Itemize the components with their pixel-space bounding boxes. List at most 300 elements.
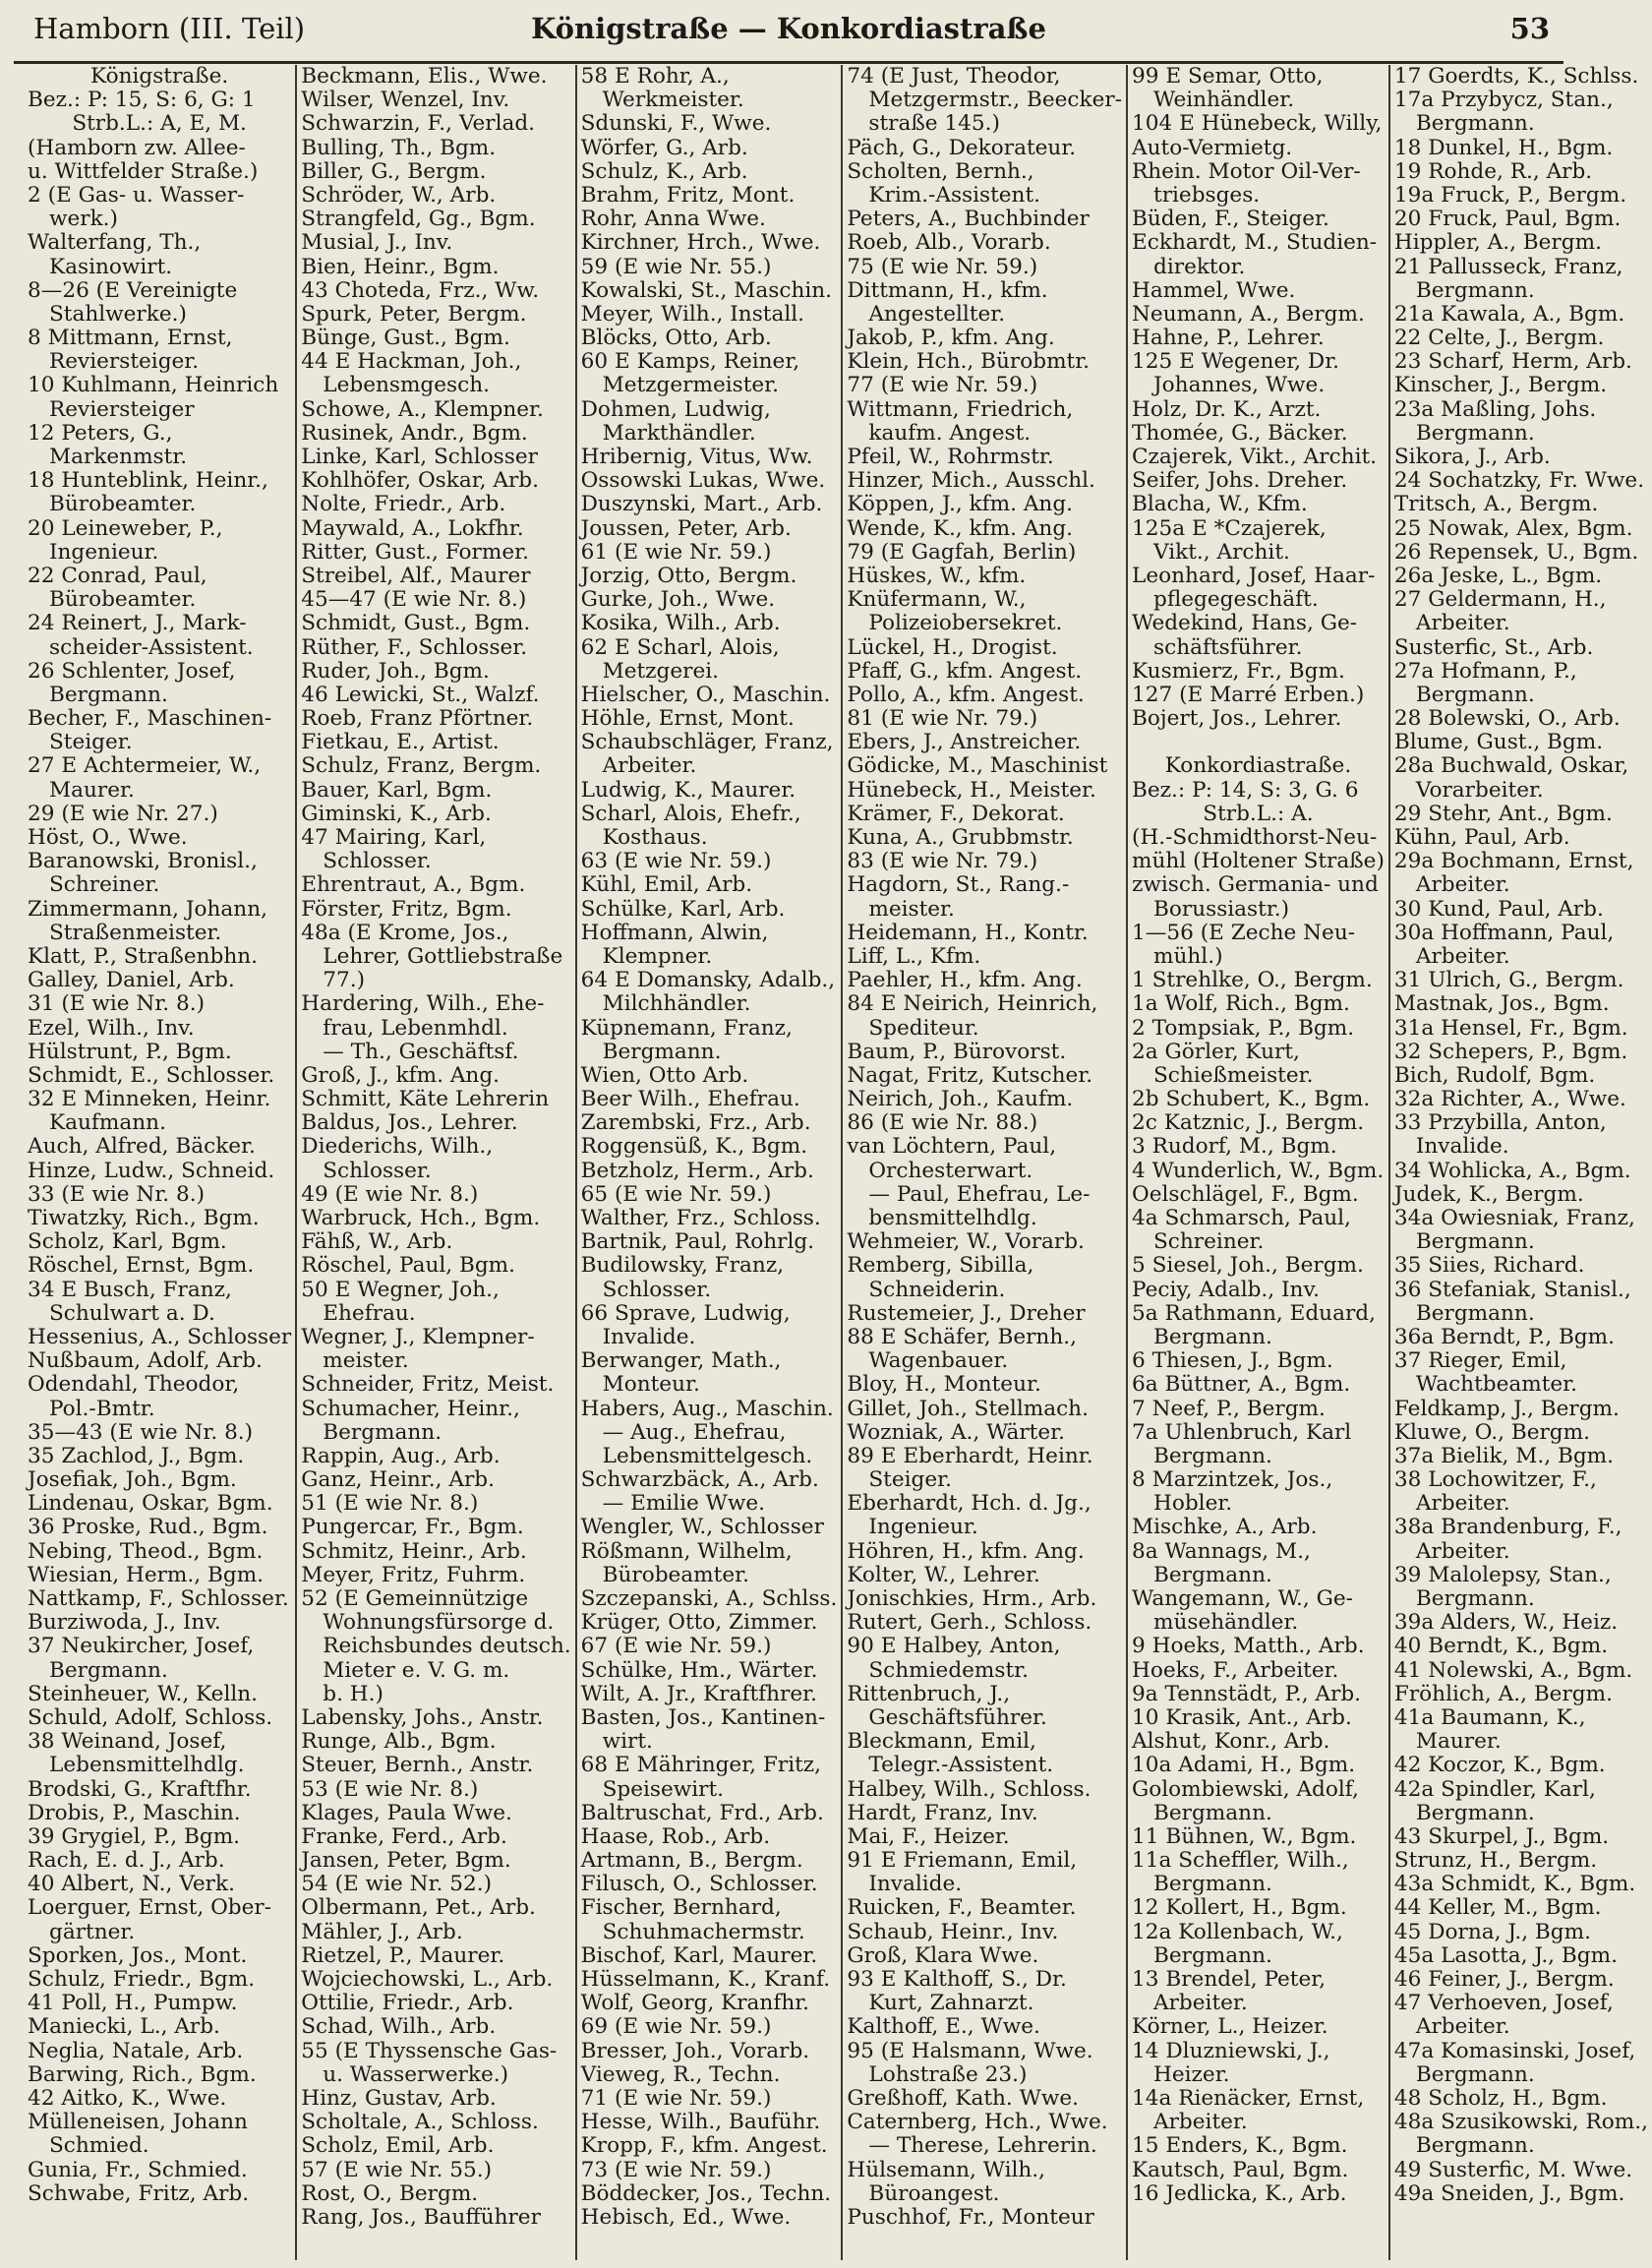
directory-entry-line: 32 Schepers, P., Bgm.	[1393, 1039, 1628, 1064]
directory-entry-line: 28 Bolewski, O., Arb.	[1393, 706, 1621, 732]
directory-entry-line: Betzholz, Herm., Arb.	[580, 1158, 814, 1183]
directory-entry-line: Nebing, Theod., Bgm.	[28, 1538, 264, 1564]
directory-entry-line: Mai, F., Heizer.	[847, 1823, 1010, 1849]
directory-entry-line: Spurk, Peter, Bergm.	[301, 301, 527, 327]
directory-entry-line: 90 E Halbey, Anton,	[847, 1634, 1061, 1659]
directory-entry-line: 38 Weinand, Josef,	[28, 1729, 227, 1755]
directory-entry-line: Ingenieur.	[49, 539, 159, 565]
directory-entry-line: müsehändler.	[1153, 1610, 1299, 1636]
directory-entry-line: 26a Jeske, L., Bgm.	[1393, 563, 1603, 588]
directory-entry-line: Kalthoff, E., Wwe.	[847, 2014, 1040, 2040]
directory-entry-line: Schulz, Friedr., Bgm.	[28, 1967, 256, 1992]
directory-entry-line: Bergmann.	[1415, 2061, 1535, 2087]
directory-entry-line: Barwing, Rich., Bgm.	[28, 2061, 257, 2087]
directory-entry-line: Kowalski, St., Maschin.	[580, 277, 833, 303]
directory-entry-line: Hardering, Wilh., Ehe-	[301, 991, 545, 1017]
directory-entry-line: Scholtale, A., Schloss.	[301, 2110, 539, 2135]
directory-entry-line: Eckhardt, M., Studien-	[1132, 230, 1378, 256]
directory-entry-line: Rach, E. d. J., Arb.	[28, 1848, 225, 1874]
directory-entry-line: 36 Stefaniak, Stanisl.,	[1393, 1277, 1631, 1302]
directory-entry-line: Streibel, Alf., Maurer	[301, 563, 531, 588]
directory-entry-line: Bergmann.	[1415, 1300, 1535, 1326]
directory-entry-line: 125a E *Czajerek,	[1132, 515, 1327, 541]
directory-entry-line: Judek, K., Bergm.	[1393, 1181, 1584, 1207]
column-4	[841, 65, 1126, 2260]
directory-entry-line: Bergmann.	[1415, 1229, 1535, 1255]
directory-entry-line: Scholz, Emil, Arb.	[301, 2133, 495, 2159]
directory-entry-line: 30 Kund, Paul, Arb.	[1393, 896, 1604, 922]
directory-entry-line: Körner, L., Heizer.	[1132, 2014, 1328, 2040]
directory-entry-line: 23 Scharf, Herm, Arb.	[1393, 349, 1632, 375]
directory-entry-line: Hinz, Gustav, Arb.	[301, 2085, 497, 2111]
directory-entry-line: Krim.-Assistent.	[868, 182, 1041, 208]
directory-entry-line: Maywald, A., Lokfhr.	[301, 515, 524, 541]
directory-entry-line: 40 Albert, N., Verk.	[28, 1872, 235, 1897]
directory-entry-line: Kaufmann.	[49, 1110, 166, 1136]
directory-entry-line: 51 (E wie Nr. 8.)	[301, 1491, 479, 1517]
directory-entry-line: Schuhmachermstr.	[602, 1919, 805, 1944]
directory-entry-line: Jakob, P., kfm. Ang.	[847, 326, 1055, 351]
directory-entry-line: Arbeiter.	[1415, 872, 1510, 898]
directory-entry-line: 89 E Eberhardt, Heinr.	[847, 1443, 1093, 1468]
directory-entry-line: Beckmann, Elis., Wwe.	[301, 64, 548, 89]
directory-entry-line: Ruicken, F., Beamter.	[847, 1895, 1077, 1921]
directory-entry-line: Berwanger, Math.,	[580, 1348, 782, 1374]
directory-entry-line: Kühn, Paul, Arb.	[1393, 825, 1570, 850]
directory-entry-line: Warbruck, Hch., Bgm.	[301, 1206, 541, 1230]
directory-entry-line: — Th., Geschäftsf.	[323, 1039, 519, 1064]
directory-entry-line: Höhren, H., kfm. Ang.	[847, 1538, 1085, 1564]
directory-entry-line: Arbeiter.	[1415, 2014, 1510, 2040]
directory-entry-line: 19a Fruck, P., Bergm.	[1393, 182, 1627, 208]
directory-entry-line: Haase, Rob., Arb.	[580, 1823, 771, 1849]
directory-entry-line: Mieter e. V. G. m.	[323, 1657, 510, 1683]
directory-entry-line: Biller, G., Bergm.	[301, 158, 487, 184]
directory-entry-line: Hielscher, O., Maschin.	[580, 682, 831, 707]
directory-entry-line: Schlosser.	[323, 1158, 432, 1183]
directory-entry-line: Artmann, B., Bergm.	[580, 1848, 803, 1874]
directory-entry-line: Greßhoff, Kath. Wwe.	[847, 2085, 1079, 2111]
directory-entry-line: Rittenbruch, J.,	[847, 1681, 1011, 1706]
directory-entry-line: Ezel, Wilh., Inv.	[28, 1015, 195, 1041]
directory-entry-line: Auch, Alfred, Bäcker.	[28, 1134, 256, 1160]
directory-entry-line: Hippler, A., Bergm.	[1393, 230, 1602, 256]
street-heading: Königstraße.	[90, 64, 229, 89]
directory-entry-line: 17a Przybycz, Stan.,	[1393, 88, 1614, 113]
street-heading: Strb.L.: A, E, M.	[72, 111, 247, 137]
directory-entry-line: Milchhändler.	[602, 991, 751, 1017]
directory-entry-line: Invalide.	[1415, 1134, 1509, 1160]
directory-entry-line: 127 (E Marré Erben.)	[1132, 682, 1365, 707]
directory-entry-line: 27 E Achtermeier, W.,	[28, 753, 262, 779]
directory-entry-line: Dittmann, H., kfm.	[847, 277, 1048, 303]
directory-entry-line: 47a Komasinski, Josef,	[1393, 2038, 1636, 2063]
directory-entry-line: Bergmann.	[1153, 1872, 1272, 1897]
directory-entry-line: Kurt, Zahnarzt.	[868, 1991, 1034, 2016]
directory-entry-line: Pungercar, Fr., Bgm.	[301, 1515, 524, 1540]
directory-entry-line: Kluwe, O., Bergm.	[1393, 1419, 1590, 1445]
directory-entry-line: 11a Scheffler, Wilh.,	[1132, 1848, 1349, 1874]
directory-entry-line: 15 Enders, K., Bgm.	[1132, 2133, 1348, 2159]
directory-entry-line: Markenmstr.	[49, 445, 188, 469]
directory-entry-line: 36 Proske, Rud., Bgm.	[28, 1515, 268, 1540]
directory-entry-line: werk.)	[49, 207, 118, 232]
directory-entry-line: Bergmann.	[1415, 1586, 1535, 1611]
directory-entry-line: Bez.: P: 14, S: 3, G. 6	[1132, 777, 1359, 803]
directory-entry-line: wirt.	[602, 1729, 653, 1755]
directory-entry-line: Strangfeld, Gg., Bgm.	[301, 207, 536, 232]
directory-entry-line: 46 Feiner, J., Bergm.	[1393, 1967, 1615, 1992]
directory-entry-line: Ebers, J., Anstreicher.	[847, 730, 1082, 755]
directory-entry-line: Jansen, Peter, Bgm.	[301, 1848, 511, 1874]
directory-entry-line: Kirchner, Hrch., Wwe.	[580, 230, 821, 256]
directory-entry-line: Klages, Paula Wwe.	[301, 1800, 512, 1825]
directory-entry-line: Wagenbauer.	[868, 1348, 1009, 1374]
directory-entry-line: Zimmermann, Johann,	[28, 896, 267, 922]
directory-entry-line: 8—26 (E Vereinigte	[28, 277, 238, 303]
directory-entry-line: (Hamborn zw. Allee-	[28, 135, 246, 160]
directory-entry-line: 5a Rathmann, Eduard,	[1132, 1300, 1376, 1326]
column-6	[1388, 65, 1652, 2260]
directory-entry-line: 12 Peters, G.,	[28, 420, 173, 446]
directory-entry-line: Wohnungsfürsorge d.	[323, 1610, 555, 1636]
directory-entry-line: Kuna, A., Grubbmstr.	[847, 825, 1074, 850]
directory-entry-line: 48a (E Krome, Jos.,	[301, 920, 509, 945]
directory-entry-line: 104 E Hünebeck, Willy,	[1132, 111, 1383, 137]
directory-entry-line: Blacha, W., Kfm.	[1132, 492, 1308, 517]
directory-entry-line: Gillet, Joh., Stellmach.	[847, 1396, 1089, 1421]
directory-entry-line: Wegner, J., Klempner-	[301, 1324, 535, 1349]
directory-entry-line: Knüfermann, W.,	[847, 587, 1027, 613]
directory-entry-line: Bergmann.	[1415, 420, 1535, 446]
directory-entry-line: 9 Hoeks, Matth., Arb.	[1132, 1634, 1365, 1659]
directory-entry-line: 2 (E Gas- u. Wasser-	[28, 182, 245, 208]
directory-entry-line: 60 E Kamps, Reiner,	[580, 349, 800, 375]
directory-entry-line: Schwabe, Fritz, Arb.	[28, 2180, 250, 2206]
directory-entry-line: Hinzer, Mich., Ausschl.	[847, 468, 1095, 494]
directory-entry-line: Maurer.	[49, 777, 135, 803]
directory-entry-line: Rüther, F., Schlosser.	[301, 634, 528, 660]
directory-entry-line: Blume, Gust., Bgm.	[1393, 730, 1604, 755]
directory-entry-line: 7 Neef, P., Bergm.	[1132, 1396, 1326, 1421]
directory-entry-line: 49 (E wie Nr. 8.)	[301, 1181, 479, 1207]
directory-entry-line: 23a Maßling, Johs.	[1393, 396, 1597, 422]
directory-entry-line: Linke, Karl, Schlosser	[301, 445, 538, 469]
directory-entry-line: Musial, J., Inv.	[301, 230, 453, 256]
directory-entry-line: Wehmeier, W., Vorarb.	[847, 1229, 1085, 1255]
directory-entry-line: Bojert, Jos., Lehrer.	[1132, 706, 1342, 732]
directory-entry-line: Nattkamp, F., Schlosser.	[28, 1586, 289, 1611]
directory-entry-line: Rutert, Gerh., Schloss.	[847, 1610, 1092, 1636]
directory-entry-line: 34 Wohlicka, A., Bgm.	[1393, 1158, 1631, 1183]
directory-entry-line: 65 (E wie Nr. 59.)	[580, 1181, 772, 1207]
directory-entry-line: Zarembski, Frz., Arb.	[580, 1110, 811, 1136]
directory-entry-line: 7a Uhlenbruch, Karl	[1132, 1419, 1352, 1445]
directory-entry-line: Sikora, J., Arb.	[1393, 445, 1551, 469]
directory-entry-line: Olbermann, Pet., Arb.	[301, 1895, 536, 1921]
directory-entry-line: Schmidt, Gust., Bgm.	[301, 611, 531, 636]
directory-entry-line: 12a Kollenbach, W.,	[1132, 1919, 1343, 1944]
directory-entry-line: Wangemann, W., Ge-	[1132, 1586, 1353, 1611]
directory-entry-line: 40 Berndt, K., Bgm.	[1393, 1634, 1609, 1659]
directory-entry-line: Stahlwerke.)	[49, 301, 187, 327]
directory-entry-line: Eberhardt, Hch. d. Jg.,	[847, 1491, 1092, 1517]
directory-entry-line: Mähler, J., Arb.	[301, 1919, 463, 1944]
directory-entry-line: Bergmann.	[49, 682, 168, 707]
directory-entry-line: Köppen, J., kfm. Ang.	[847, 492, 1074, 517]
directory-entry-line: Habers, Aug., Maschin.	[580, 1396, 834, 1421]
directory-entry-line: Wörfer, G., Arb.	[580, 135, 748, 160]
directory-entry-line: 21a Kawala, A., Bgm.	[1393, 301, 1625, 327]
directory-entry-line: 41 Nolewski, A., Bgm.	[1393, 1657, 1633, 1683]
directory-entry-line: Bergmann.	[1415, 682, 1535, 707]
directory-entry-line: 26 Schlenter, Josef,	[28, 658, 236, 684]
directory-entry-line: Schröder, W., Arb.	[301, 182, 497, 208]
directory-entry-line: Bergmann.	[602, 1039, 722, 1064]
directory-entry-line: Blöcks, Otto, Arb.	[580, 326, 772, 351]
directory-entry-line: Meyer, Wilh., Install.	[580, 301, 805, 327]
directory-entry-line: Feldkamp, J., Bergm.	[1393, 1396, 1620, 1421]
directory-entry-line: 39 Grygiel, P., Bgm.	[28, 1823, 241, 1849]
directory-entry-line: Klein, Hch., Bürobmtr.	[847, 349, 1091, 375]
directory-entry-line: Roeb, Franz Pförtner.	[301, 706, 534, 732]
directory-entry-line: Vieweg, R., Techn.	[580, 2061, 781, 2087]
directory-entry-line: Ritter, Gust., Former.	[301, 539, 529, 565]
directory-entry-line: Maurer.	[1415, 1729, 1502, 1755]
directory-entry-line: Thomée, G., Bäcker.	[1132, 420, 1348, 446]
directory-entry-line: 39a Alders, W., Heiz.	[1393, 1610, 1619, 1636]
directory-entry-line: Höhle, Ernst, Mont.	[580, 706, 795, 732]
directory-entry-line: Krüger, Otto, Zimmer.	[580, 1610, 818, 1636]
directory-entry-line: Hesse, Wilh., Bauführ.	[580, 2110, 821, 2135]
directory-entry-line: Schwarzin, F., Verlad.	[301, 111, 536, 137]
directory-entry-line: Remberg, Sibilla,	[847, 1253, 1034, 1279]
directory-entry-line: pflegegeschäft.	[1153, 587, 1319, 613]
directory-entry-line: 25 Nowak, Alex, Bgm.	[1393, 515, 1633, 541]
directory-entry-line: 2 Tompsiak, P., Bgm.	[1132, 1015, 1355, 1041]
directory-entry-line: Schulwart a. D.	[49, 1300, 215, 1326]
directory-entry-line: 31a Hensel, Fr., Bgm.	[1393, 1015, 1628, 1041]
directory-entry-line: 33 Przybilla, Anton,	[1393, 1110, 1607, 1136]
directory-entry-line: Ludwig, K., Maurer.	[580, 777, 796, 803]
directory-entry-line: 1a Wolf, Rich., Bgm.	[1132, 991, 1350, 1017]
directory-entry-line: Leonhard, Josef, Haar-	[1132, 563, 1376, 588]
directory-entry-line: kaufm. Angest.	[868, 420, 1032, 446]
directory-entry-line: Hüskes, W., kfm.	[847, 563, 1027, 588]
header-section-title: Hamborn (III. Teil)	[33, 12, 306, 45]
directory-entry-line: Lohstraße 23.)	[868, 2061, 1028, 2087]
directory-entry-line: Büden, F., Steiger.	[1132, 207, 1329, 232]
directory-entry-line: Bien, Heinr., Bgm.	[301, 254, 500, 279]
directory-entry-line: Arbeiter.	[1153, 1991, 1248, 2016]
directory-entry-line: Rappin, Aug., Arb.	[301, 1443, 501, 1468]
directory-entry-line: 86 (E wie Nr. 88.)	[847, 1110, 1038, 1136]
directory-entry-line: Arbeiter.	[1415, 1538, 1510, 1564]
header-street-range: Königstraße — Konkordiastraße	[531, 12, 1046, 45]
directory-entry-line: Runge, Alb., Bgm.	[301, 1729, 497, 1755]
directory-entry-line: 10 Kuhlmann, Heinrich	[28, 373, 279, 398]
directory-entry-line: Schad, Wilh., Arb.	[301, 2014, 497, 2040]
directory-entry-line: 50 E Wegner, Joh.,	[301, 1277, 500, 1302]
directory-entry-line: Neglia, Natale, Arb.	[28, 2038, 244, 2063]
directory-entry-line: Fröhlich, A., Bergm.	[1393, 1681, 1613, 1706]
directory-entry-line: 29 (E wie Nr. 27.)	[28, 801, 218, 826]
directory-entry-line: 75 (E wie Nr. 59.)	[847, 254, 1038, 279]
directory-entry-line: Rhein. Motor Oil-Ver-	[1132, 158, 1361, 184]
directory-entry-line: Schumacher, Heinr.,	[301, 1396, 520, 1421]
directory-entry-line: 99 E Semar, Otto,	[1132, 64, 1324, 89]
directory-entry-line: 14a Rienäcker, Ernst,	[1132, 2085, 1365, 2111]
directory-entry-line: 84 E Neirich, Heinrich,	[847, 991, 1098, 1017]
directory-entry-line: 44 E Hackman, Joh.,	[301, 349, 522, 375]
directory-entry-line: Diederichs, Wilh.,	[301, 1134, 494, 1160]
directory-entry-line: meister.	[868, 896, 955, 922]
directory-entry-line: 59 (E wie Nr. 55.)	[580, 254, 772, 279]
directory-entry-line: Schmiedemstr.	[868, 1657, 1029, 1683]
directory-entry-line: Schreiner.	[1153, 1229, 1265, 1255]
directory-entry-line: Kohlhöfer, Oskar, Arb.	[301, 468, 539, 494]
directory-entry-line: Rietzel, P., Maurer.	[301, 1942, 505, 1968]
directory-entry-line: 83 (E wie Nr. 79.)	[847, 849, 1038, 874]
directory-entry-line: Baum, P., Bürovorst.	[847, 1039, 1067, 1064]
directory-entry-line: Brodski, G., Kraftfhr.	[28, 1776, 252, 1802]
directory-entry-line: Heizer.	[1153, 2061, 1230, 2087]
directory-entry-line: 34 E Busch, Franz,	[28, 1277, 232, 1302]
directory-entry-line: Alshut, Konr., Arb.	[1132, 1729, 1330, 1755]
directory-entry-line: 24 Reinert, J., Mark-	[28, 611, 247, 636]
directory-entry-line: — Therese, Lehrerin.	[868, 2133, 1097, 2159]
directory-entry-line: Polizeiobersekret.	[868, 611, 1063, 636]
directory-entry-line: Meyer, Fritz, Fuhrm.	[301, 1562, 526, 1587]
directory-entry-line: Hoeks, F., Arbeiter.	[1132, 1657, 1339, 1683]
directory-entry-line: Hobler.	[1153, 1491, 1233, 1517]
directory-entry-line: 91 E Friemann, Emil,	[847, 1848, 1078, 1874]
directory-entry-line: Hünebeck, H., Meister.	[847, 777, 1096, 803]
directory-entry-line: Bergmann.	[1153, 1324, 1272, 1349]
directory-entry-line: 16 Jedlicka, K., Arb.	[1132, 2180, 1347, 2206]
directory-entry-line: Kühl, Emil, Arb.	[580, 872, 753, 898]
directory-entry-line: Böddecker, Jos., Techn.	[580, 2180, 832, 2206]
directory-entry-line: Schuld, Adolf, Schloss.	[28, 1704, 273, 1730]
directory-entry-line: Franke, Ferd., Arb.	[301, 1823, 507, 1849]
directory-entry-line: Bürobeamter.	[602, 1562, 749, 1587]
directory-entry-line: Hoffmann, Alwin,	[580, 920, 769, 945]
directory-entry-line: Geschäftsführer.	[868, 1704, 1047, 1730]
directory-entry-line: 69 (E wie Nr. 59.)	[580, 2014, 772, 2040]
directory-entry-line: 73 (E wie Nr. 59.)	[580, 2157, 772, 2182]
directory-entry-line: 47 Verhoeven, Josef,	[1393, 1991, 1614, 2016]
directory-entry-line: — Aug., Ehefrau,	[602, 1419, 787, 1445]
directory-entry-line: 57 (E wie Nr. 55.)	[301, 2157, 493, 2182]
directory-entry-line: 22 Conrad, Paul,	[28, 563, 207, 588]
directory-entry-line: Fietkau, E., Artist.	[301, 730, 500, 755]
directory-entry-line: 32a Richter, A., Wwe.	[1393, 1087, 1626, 1112]
directory-entry-line: Ganz, Heinr., Arb.	[301, 1467, 495, 1493]
directory-entry-line: Bloy, H., Monteur.	[847, 1372, 1041, 1398]
directory-entry-line: Ehrentraut, A., Bgm.	[301, 872, 526, 898]
directory-entry-line: Fähß, W., Arb.	[301, 1229, 453, 1255]
directory-entry-line: Steinheuer, W., Kelln.	[28, 1681, 259, 1706]
directory-entry-line: Wengler, W., Schlosser	[580, 1515, 824, 1540]
directory-entry-line: Vikt., Archit.	[1153, 539, 1290, 565]
directory-entry-line: 37 Neukircher, Josef,	[28, 1634, 255, 1659]
directory-entry-line: Bresser, Joh., Vorarb.	[580, 2038, 810, 2063]
directory-entry-line: 38a Brandenburg, F.,	[1393, 1515, 1622, 1540]
directory-entry-line: Schmied.	[49, 2133, 149, 2159]
directory-entry-line: Wedekind, Hans, Ge-	[1132, 611, 1358, 636]
directory-entry-line: frau, Lebenmhdl.	[323, 1015, 508, 1041]
directory-entry-line: Invalide.	[602, 1324, 696, 1349]
directory-entry-line: triebsges.	[1153, 182, 1261, 208]
directory-entry-line: 43 Choteda, Frz., Ww.	[301, 277, 540, 303]
directory-entry-line: 21 Pallusseck, Franz,	[1393, 254, 1623, 279]
directory-entry-line: 17 Goerdts, K., Schlss.	[1393, 64, 1639, 89]
directory-entry-line: Hardt, Franz, Inv.	[847, 1800, 1038, 1825]
directory-entry-line: Hülstrunt, P., Bgm.	[28, 1039, 232, 1064]
directory-entry-line: Roggensüß, K., Bgm.	[580, 1134, 808, 1160]
directory-entry-line: bensmittelhdlg.	[868, 1206, 1037, 1230]
directory-entry-line: Schaub, Heinr., Inv.	[847, 1919, 1059, 1944]
directory-entry-line: Kautsch, Paul, Bgm.	[1132, 2157, 1349, 2182]
directory-entry-line: 26 Repensek, U., Bgm.	[1393, 539, 1639, 565]
directory-entry-line: 88 E Schäfer, Bernh.,	[847, 1324, 1077, 1349]
directory-entry-line: 61 (E wie Nr. 59.)	[580, 539, 772, 565]
directory-entry-line: Schreiner.	[49, 872, 160, 898]
directory-entry-line: 49a Sneiden, J., Bgm.	[1393, 2180, 1625, 2206]
directory-entry-line: Orchesterwart.	[868, 1158, 1033, 1183]
directory-entry-line: Wozniak, A., Wärter.	[847, 1419, 1065, 1445]
directory-entry-line: Nußbaum, Adolf, Arb.	[28, 1348, 263, 1374]
directory-entry-line: Bulling, Th., Bgm.	[301, 135, 497, 160]
directory-entry-line: Bischof, Karl, Maurer.	[580, 1942, 818, 1968]
directory-entry-line: Heidemann, H., Kontr.	[847, 920, 1089, 945]
directory-entry-line: 64 E Domansky, Adalb.,	[580, 968, 836, 993]
directory-entry-line: Kusmierz, Fr., Bgm.	[1132, 658, 1345, 684]
directory-entry-line: Sporken, Jos., Mont.	[28, 1942, 248, 1968]
directory-entry-line: Gurke, Joh., Wwe.	[580, 587, 776, 613]
directory-entry-line: Schulz, Franz, Bergm.	[301, 753, 542, 779]
page-header	[14, 0, 1564, 64]
directory-entry-line: Basten, Jos., Kantinen-	[580, 1704, 826, 1730]
directory-entry-line: Vorarbeiter.	[1415, 777, 1544, 803]
directory-entry-line: 58 E Rohr, A.,	[580, 64, 730, 89]
directory-entry-line: Ruder, Joh., Bgm.	[301, 658, 490, 684]
directory-entry-line: Metzgerei.	[602, 658, 720, 684]
directory-entry-line: 39 Malolepsy, Stan.,	[1393, 1562, 1612, 1587]
directory-entry-line: Loerguer, Ernst, Ober-	[28, 1895, 272, 1921]
directory-entry-line: Schlosser.	[602, 1277, 712, 1302]
directory-entry-line: Baldus, Jos., Lehrer.	[301, 1110, 518, 1136]
directory-entry-line: Straßenmeister.	[49, 920, 222, 945]
directory-entry-line: 3 Rudorf, M., Bgm.	[1132, 1134, 1337, 1160]
directory-entry-line: Puschhof, Fr., Monteur	[847, 2204, 1094, 2230]
directory-entry-line: Maniecki, L., Arb.	[28, 2014, 220, 2040]
directory-entry-line: 42 Koczor, K., Bgm.	[1393, 1753, 1606, 1778]
directory-entry-line: Hüsselmann, K., Kranf.	[580, 1967, 831, 1992]
directory-entry-line: Bürobeamter.	[49, 492, 197, 517]
directory-entry-line: Bergmann.	[1415, 1800, 1535, 1825]
directory-entry-line: Filusch, O., Schlosser.	[580, 1872, 818, 1897]
directory-entry-line: Ossowski Lukas, Wwe.	[580, 468, 826, 494]
directory-entry-line: Duszynski, Mart., Arb.	[580, 492, 823, 517]
directory-entry-line: 67 (E wie Nr. 59.)	[580, 1634, 772, 1659]
directory-entry-line: Bergmann.	[1153, 1562, 1272, 1587]
directory-entry-line: Liff, L., Kfm.	[847, 943, 981, 969]
directory-entry-line: Tritsch, A., Bergm.	[1393, 492, 1599, 517]
directory-entry-line: 35 Siies, Richard.	[1393, 1253, 1585, 1279]
directory-entry-line: Wachtbeamter.	[1415, 1372, 1577, 1398]
directory-entry-line: Lückel, H., Drogist.	[847, 634, 1058, 660]
